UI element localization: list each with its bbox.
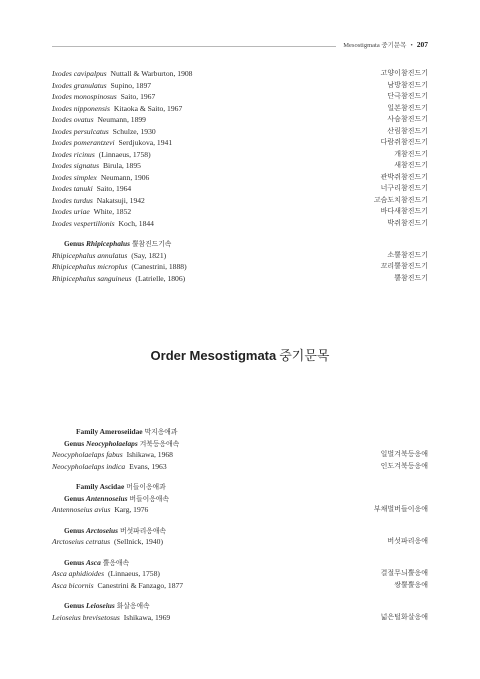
mesostigmata-list <box>52 426 428 623</box>
species-name: Rhipicephalus microplus <box>52 262 128 271</box>
genus-name: Arctoseius <box>86 525 119 535</box>
species-author: Karg, 1976 <box>114 505 149 514</box>
korean-name: 넓은털화살응애 <box>380 612 428 621</box>
genus-korean: 뿔응애속 <box>102 558 130 567</box>
species-author: (Canestrini, 1888) <box>131 262 187 271</box>
species-row <box>52 183 428 195</box>
species-name: Neocypholaelaps fabus <box>52 450 123 459</box>
korean-name: 단극참진드기 <box>387 92 428 100</box>
korean-name: 소뿔참진드기 <box>387 250 428 259</box>
species-row <box>52 218 428 230</box>
species-row <box>52 449 428 461</box>
species-row <box>52 261 428 273</box>
genus-name: Asca <box>86 557 101 567</box>
species-row <box>52 149 428 161</box>
family-korean: 막지응애과 <box>144 428 178 436</box>
species-name: Leioseius brevisetosus <box>52 612 120 622</box>
species-author: Supino, 1897 <box>110 80 152 90</box>
species-name: Ixodes nipponensis <box>52 103 110 113</box>
genus-label: Genus <box>64 601 85 610</box>
species-row <box>52 91 428 103</box>
species-row <box>52 461 428 473</box>
species-row <box>52 536 428 548</box>
species-author: Neumann, 1906 <box>100 172 150 182</box>
ixodes-list <box>52 68 428 229</box>
header-separator: • <box>410 42 413 49</box>
order-title <box>0 345 480 364</box>
species-row <box>52 250 428 262</box>
species-row <box>52 80 428 92</box>
species-name: Ixodes uriae <box>52 207 90 216</box>
genus-korean: 화살응애속 <box>116 602 150 610</box>
species-row <box>52 504 428 516</box>
species-author: (Say, 1821) <box>131 250 167 260</box>
species-name: Ixodes ovatus <box>52 115 94 124</box>
species-author: Kitaoka & Saito, 1967 <box>113 103 183 113</box>
running-title: Mesostigmata 중기문목 <box>343 42 407 49</box>
running-header <box>52 40 428 52</box>
species-name: Asca aphidioides <box>52 569 105 578</box>
genus-korean: 버섯파리응애속 <box>120 526 166 535</box>
korean-name: 사슴참진드기 <box>387 115 428 123</box>
species-row <box>52 172 428 184</box>
korean-name: 너구리참진드기 <box>380 184 428 192</box>
species-row <box>52 103 428 115</box>
species-row <box>52 126 428 138</box>
genus-heading <box>52 557 428 569</box>
species-row <box>52 114 428 126</box>
family-name: Ascidae <box>99 482 125 491</box>
genus-korean: 버들이응애속 <box>129 494 169 503</box>
korean-name: 박쥐참진드기 <box>387 218 428 227</box>
species-name: Ixodes turdus <box>52 195 93 205</box>
korean-name: 다람쥐참진드기 <box>380 138 428 146</box>
korean-name: 일벌겨북등응애 <box>380 450 428 458</box>
species-name: Rhipicephalus annulatus <box>52 250 128 260</box>
page-number: 207 <box>416 40 428 49</box>
genus-label: Genus <box>64 557 85 567</box>
species-name: Ixodes cavipalpus <box>52 69 107 78</box>
genus-label: Genus <box>64 239 85 248</box>
species-author: Koch, 1844 <box>118 218 154 228</box>
korean-name: 고슴도치참진드기 <box>373 195 428 204</box>
species-name: Ixodes monospinosus <box>52 92 117 101</box>
genus-name: Neocypholaelaps <box>86 438 138 448</box>
korean-name: 버섯파리응애 <box>387 537 428 545</box>
species-author: Birula, 1895 <box>102 161 141 170</box>
species-author: Nakatsuji, 1942 <box>96 195 145 205</box>
genus-heading <box>52 493 428 505</box>
species-row <box>52 580 428 592</box>
species-name: Ixodes signatus <box>52 161 100 170</box>
species-author: Evans, 1963 <box>129 461 167 471</box>
species-name: Ixodes tanuki <box>52 184 93 193</box>
species-author: (Linnaeus, 1758) <box>98 149 151 159</box>
genus-heading <box>52 238 428 250</box>
genus-korean: 뿔참진드기속 <box>131 240 172 248</box>
korean-name: 관박쥐참진드기 <box>380 172 428 181</box>
order-name: Order Mesostigmata <box>150 348 277 363</box>
species-name: Antennoseius avius <box>52 505 111 514</box>
header-text <box>343 40 428 49</box>
family-label: Family <box>76 427 99 436</box>
species-author: Neumann, 1899 <box>97 115 146 124</box>
species-author: Ishikawa, 1968 <box>126 450 173 459</box>
genus-label: Genus <box>64 493 85 503</box>
korean-name: 부채벌버들이응애 <box>373 505 428 513</box>
species-row <box>52 160 428 172</box>
species-author: Saito, 1967 <box>120 92 156 101</box>
species-row <box>52 568 428 580</box>
korean-name: 바다새참진드기 <box>380 207 428 215</box>
species-name: Neocypholaelaps indica <box>52 461 126 471</box>
species-name: Ixodes vespertilionis <box>52 218 115 228</box>
korean-name: 결절무늬뿔응애 <box>380 569 428 577</box>
genus-name: Leioseius <box>86 601 115 610</box>
species-author: Saito, 1964 <box>96 184 132 193</box>
species-author: (Sellnick, 1940) <box>114 537 163 546</box>
genus-heading <box>52 438 428 450</box>
species-name: Rhipicephalus sanguineus <box>52 273 132 283</box>
genus-label: Genus <box>64 525 85 535</box>
korean-name: 일본참진드기 <box>387 103 428 112</box>
family-heading <box>52 481 428 493</box>
species-author: Ishikawa, 1969 <box>123 612 171 622</box>
korean-name: 고양이참진드기 <box>380 69 428 77</box>
species-author: Serdjukova, 1941 <box>118 138 173 147</box>
species-name: Asca bicornis <box>52 580 94 590</box>
species-row <box>52 273 428 285</box>
species-author: White, 1852 <box>93 207 132 216</box>
korean-name: 인도겨북등응애 <box>380 461 428 470</box>
korean-name: 산림참진드기 <box>387 126 428 135</box>
genus-heading <box>52 525 428 537</box>
korean-name: 꼬리뿔참진드기 <box>380 262 428 270</box>
korean-name: 새참진드기 <box>394 161 428 169</box>
family-korean: 머들이응애과 <box>126 483 166 491</box>
species-name: Ixodes pomerantzevi <box>52 138 115 147</box>
genus-label: Genus <box>64 438 85 448</box>
species-author: Nuttall & Warburton, 1908 <box>110 69 193 78</box>
korean-name: 뿔참진드기 <box>394 273 428 282</box>
korean-name: 개참진드기 <box>394 149 428 158</box>
species-author: Schulze, 1930 <box>112 126 156 136</box>
genus-korean: 겨북등응애속 <box>139 439 180 448</box>
species-author: Canestrini & Fanzago, 1877 <box>97 580 184 590</box>
family-heading <box>52 426 428 438</box>
genus-name: Rhipicephalus <box>86 239 130 248</box>
species-name: Ixodes persulcatus <box>52 126 109 136</box>
species-row <box>52 137 428 149</box>
species-author: (Latrielle, 1806) <box>135 273 186 283</box>
family-name: Ameroseiidae <box>99 427 143 436</box>
genus-name: Antennoseius <box>86 493 128 503</box>
order-korean: 중기문목 <box>279 349 330 364</box>
species-name: Ixodes granulatus <box>52 80 107 90</box>
species-row <box>52 612 428 624</box>
korean-name: 남방참진드기 <box>387 80 428 89</box>
family-label: Family <box>76 482 99 491</box>
species-row <box>52 206 428 218</box>
species-author: (Linnaeus, 1758) <box>108 569 160 578</box>
species-name: Arctoseius cetratus <box>52 537 111 546</box>
korean-name: 쌍뿔뿔응애 <box>394 580 428 589</box>
rhipicephalus-section <box>52 238 428 284</box>
species-row <box>52 195 428 207</box>
species-row <box>52 68 428 80</box>
species-name: Ixodes simplex <box>52 172 97 182</box>
genus-heading <box>52 600 428 612</box>
species-name: Ixodes ricinus <box>52 149 95 159</box>
header-rule <box>52 46 336 47</box>
